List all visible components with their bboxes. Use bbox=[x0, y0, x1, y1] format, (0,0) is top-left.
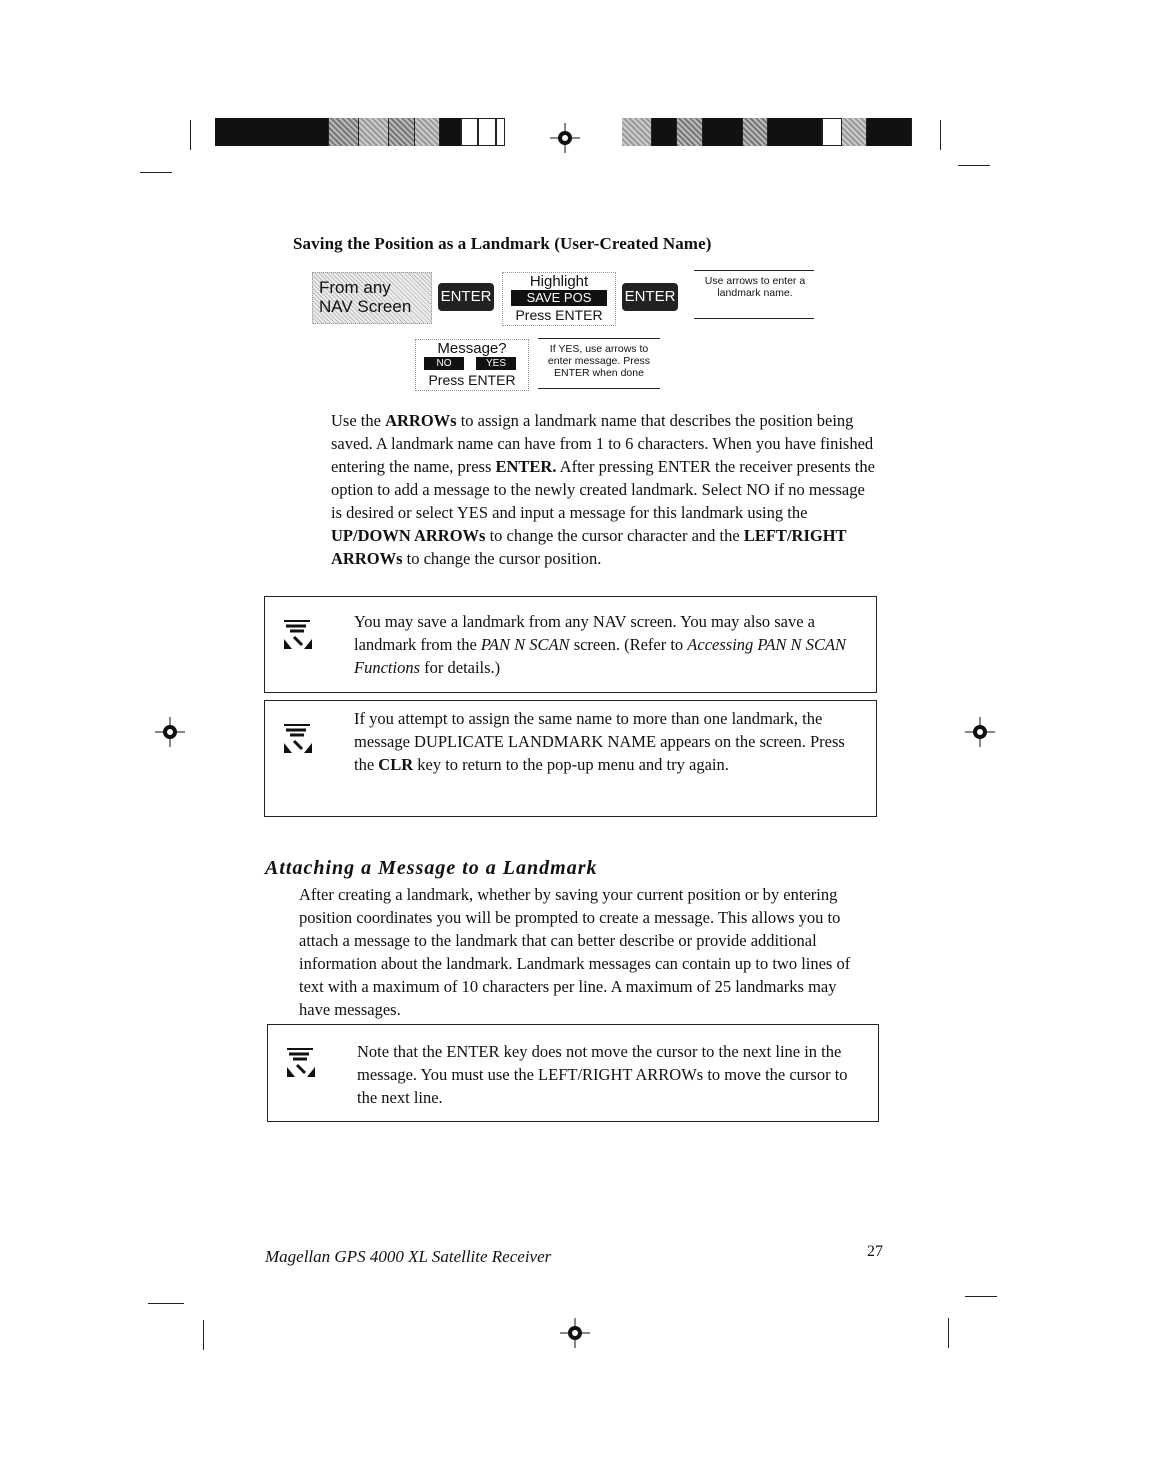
message-screen bbox=[415, 339, 529, 391]
crosshair-icon bbox=[155, 717, 185, 747]
hint-message: If YES, use arrows to enter message. Press ENTER when done bbox=[547, 343, 651, 379]
updown-term: UP/DOWN ARROWs bbox=[331, 526, 486, 545]
hint-rule bbox=[694, 270, 814, 271]
crop-mark bbox=[203, 1320, 204, 1350]
body-paragraph: Use the ARROWs to assign a landmark name that describes the position being saved. A landmark name can have from 1 to 6 characters. When you have finished entering the name, press ENTER. After pressing ENTER the receiver presents the option to add a message to the newly created landmark. Select NO if no message is desired or select YES and input a message for this landmark using the UP/DOWN ARROWs to change the cursor character and the LEFT/RIGHT ARROWs to change the cursor position. bbox=[331, 411, 875, 568]
crosshair-icon bbox=[550, 123, 580, 153]
enter-term: ENTER. bbox=[495, 457, 557, 476]
message-label: Message? bbox=[437, 340, 507, 357]
highlight-screen bbox=[502, 272, 616, 326]
section-heading: Saving the Position as a Landmark (User-Created Name) bbox=[293, 234, 712, 253]
save-pos-option: SAVE POS bbox=[511, 290, 607, 306]
crop-mark bbox=[948, 1318, 949, 1348]
footer-title: Magellan GPS 4000 XL Satellite Receiver bbox=[265, 1247, 552, 1266]
section-title: Attaching a Message to a Landmark bbox=[265, 857, 598, 879]
crop-mark bbox=[140, 172, 172, 173]
note-box bbox=[267, 1024, 879, 1122]
reference-link: Accessing PAN N SCAN Functions bbox=[354, 635, 847, 677]
clr-term: CLR bbox=[378, 755, 414, 774]
pan-n-scan-term: PAN N SCAN bbox=[480, 635, 570, 654]
crosshair-icon bbox=[965, 717, 995, 747]
note-icon bbox=[280, 721, 316, 757]
crop-mark bbox=[190, 120, 191, 150]
body-paragraph: After creating a landmark, whether by saving your current position or by entering position coordinates you will be prompted to create a message. This allows you to attach a message to the landmark that can better describe or provide additional information about the landmark. Landmark messages can contain up to two lines of text with a maximum of 10 characters per line. A maximum of 25 landmarks may have messages. bbox=[299, 885, 851, 1019]
note-box bbox=[264, 700, 877, 817]
start-line-2: NAV Screen bbox=[319, 297, 412, 316]
press-enter-label: Press ENTER bbox=[428, 372, 516, 388]
hint-rule bbox=[538, 338, 660, 339]
start-screen bbox=[312, 272, 432, 324]
no-option: NO bbox=[424, 357, 464, 370]
yes-option: YES bbox=[476, 357, 516, 370]
hint-enter-name: Use arrows to enter a landmark name. bbox=[704, 275, 806, 299]
crosshair-icon bbox=[560, 1318, 590, 1348]
note-icon bbox=[280, 617, 316, 653]
press-enter-label: Press ENTER bbox=[515, 307, 603, 323]
leftright-term: LEFT/RIGHT ARROWs bbox=[331, 526, 847, 568]
hint-rule bbox=[694, 318, 814, 319]
start-line-1: From any bbox=[319, 278, 391, 297]
crop-mark bbox=[148, 1303, 184, 1304]
crop-mark bbox=[958, 165, 990, 166]
note-text: If you attempt to assign the same name to more than one landmark, the message DUPLICATE LANDMARK NAME appears on the screen. Press the CLR key to return to the pop-up menu and try again. bbox=[354, 709, 845, 774]
note-box bbox=[264, 596, 877, 693]
note-icon bbox=[283, 1045, 319, 1081]
crop-mark bbox=[940, 120, 941, 150]
color-bar-left bbox=[215, 118, 505, 146]
arrows-term: ARROWs bbox=[385, 411, 457, 430]
hint-rule bbox=[538, 388, 660, 389]
enter-key: ENTER bbox=[438, 283, 494, 311]
note-text: You may save a landmark from any NAV screen. You may also save a landmark from the PAN N SCAN screen. (Refer to Accessing PAN N SCAN Functions for details.) bbox=[354, 612, 847, 677]
page-number: 27 bbox=[867, 1243, 883, 1260]
note-text: Note that the ENTER key does not move the cursor to the next line in the message. You must use the LEFT/RIGHT ARROWs to move the cursor to the next line. bbox=[357, 1042, 848, 1107]
color-bar-right bbox=[622, 118, 912, 146]
enter-key: ENTER bbox=[622, 283, 678, 311]
crop-mark bbox=[965, 1296, 997, 1297]
highlight-label: Highlight bbox=[529, 273, 589, 290]
